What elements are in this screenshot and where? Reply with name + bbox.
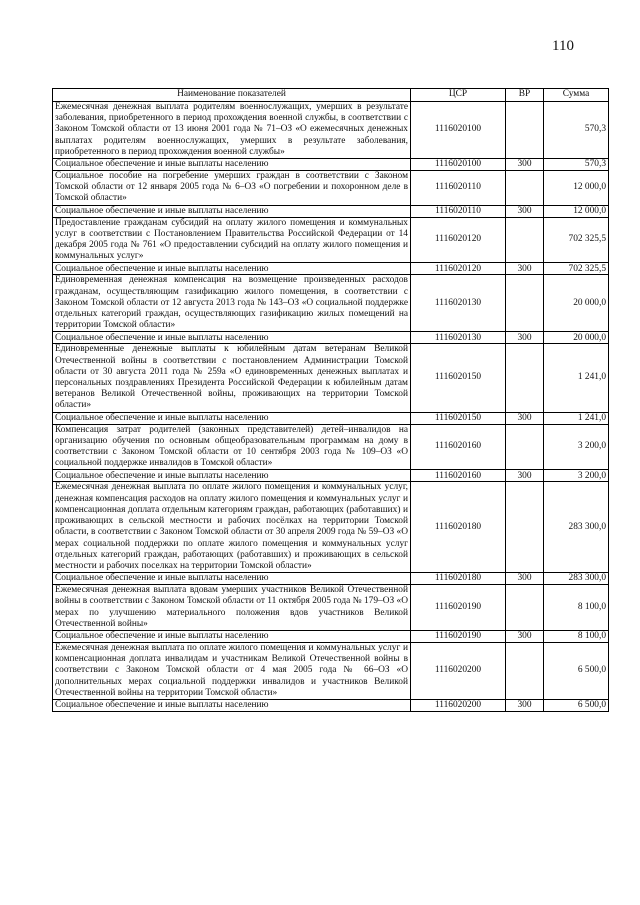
cell-sum: 8 100,0 [544,630,609,642]
cell-sum: 12 000,0 [544,205,609,217]
cell-csr: 1116020180 [411,573,506,585]
cell-name: Социальное обеспечение и иные выплаты населению [53,332,411,344]
table-row-subtotal [53,412,609,424]
cell-csr: 1116020130 [411,332,506,344]
cell-csr: 1116020190 [411,630,506,642]
cell-sum: 702 325,5 [544,217,609,263]
cell-sum: 570,3 [544,159,609,171]
cell-sum: 6 500,0 [544,699,609,711]
cell-vr [506,424,544,470]
page-number: 110 [552,38,574,54]
table-row [53,482,609,573]
cell-vr: 300 [506,159,544,171]
cell-csr: 1116020120 [411,217,506,263]
cell-csr: 1116020150 [411,412,506,424]
table-row [53,217,609,263]
cell-sum: 3 200,0 [544,470,609,482]
cell-vr: 300 [506,630,544,642]
cell-name: Социальное обеспечение и иные выплаты населению [53,205,411,217]
cell-vr [506,585,544,631]
cell-csr: 1116020110 [411,205,506,217]
cell-name: Единовременная денежная компенсация на возмещение произведенных расходов гражданам, осуществляющим газификацию жилого помещения, в соответствии с Законом Томской области от 12 августа 2013 года № 143–ОЗ «О социальной поддержке отдельных категорий граждан, осуществляющих газификацию жилых помещений на территории Томской области» [53,275,411,332]
cell-name: Социальное обеспечение и иные выплаты населению [53,263,411,275]
table-row-subtotal [53,630,609,642]
cell-sum: 702 325,5 [544,263,609,275]
cell-csr: 1116020100 [411,102,506,159]
table-row-subtotal [53,699,609,711]
cell-csr: 1116020150 [411,344,506,412]
table-row [53,585,609,631]
table-row-subtotal [53,470,609,482]
cell-csr: 1116020130 [411,275,506,332]
budget-table [52,88,609,712]
header-vr: ВР [506,89,544,102]
cell-vr [506,275,544,332]
table-row [53,424,609,470]
cell-sum: 20 000,0 [544,275,609,332]
cell-name: Социальное обеспечение и иные выплаты населению [53,699,411,711]
cell-name: Социальное обеспечение и иные выплаты населению [53,573,411,585]
table-header-row [53,89,609,102]
cell-vr: 300 [506,412,544,424]
table-row [53,171,609,206]
table-row-subtotal [53,263,609,275]
table-row [53,642,609,699]
cell-sum: 12 000,0 [544,171,609,206]
cell-vr [506,642,544,699]
cell-csr: 1116020180 [411,482,506,573]
cell-sum: 6 500,0 [544,642,609,699]
cell-name: Единовременные денежные выплаты к юбилейным датам ветеранам Великой Отечественной войны в соответствии с постановлением Администрации Томской области от 30 августа 2011 года № 259а «О единовременных денежных выплатах и персональных поздравлениях Президента Российской Федерации к юбилейным датам ветеранов Великой Отечественной войны, проживающих на территории Томской области» [53,344,411,412]
cell-sum: 20 000,0 [544,332,609,344]
cell-name: Социальное пособие на погребение умерших граждан в соответствии с Законом Томской области от 12 января 2005 года № 6–ОЗ «О погребении и похоронном деле в Томской области» [53,171,411,206]
cell-name: Социальное обеспечение и иные выплаты населению [53,412,411,424]
cell-vr: 300 [506,470,544,482]
table-row-subtotal [53,159,609,171]
cell-vr: 300 [506,573,544,585]
table-row [53,344,609,412]
cell-vr [506,217,544,263]
cell-csr: 1116020190 [411,585,506,631]
cell-csr: 1116020120 [411,263,506,275]
cell-vr [506,482,544,573]
cell-vr: 300 [506,205,544,217]
cell-name: Компенсация затрат родителей (законных представителей) детей–инвалидов на организацию обучения по основным общеобразовательным программам на дому в соответствии с Законом Томской области от 10 сентября 2003 года № 109–ОЗ «О социальной поддержке инвалидов в Томской области» [53,424,411,470]
header-csr: ЦСР [411,89,506,102]
table-row [53,102,609,159]
table-row-subtotal [53,332,609,344]
table-row [53,275,609,332]
cell-vr [506,102,544,159]
cell-name: Ежемесячная денежная выплата вдовам умерших участников Великой Отечественной войны в соответствии с Законом Томской области от 11 октября 2005 года № 179–ОЗ «О мерах по улучшению материального положения вдов участников Великой Отечественной войны» [53,585,411,631]
cell-csr: 1116020110 [411,171,506,206]
cell-vr: 300 [506,699,544,711]
cell-vr: 300 [506,332,544,344]
cell-name: Ежемесячная денежная выплата по оплате жилого помещения и коммунальных услуг и компенсационная доплата инвалидам и участникам Великой Отечественной войны в соответствии с Законом Томской области от 4 мая 2005 года № 66–ОЗ «О дополнительных мерах социальной поддержки инвалидов и участников Великой Отечественной войны на территории Томской области» [53,642,411,699]
cell-name: Ежемесячная денежная выплата родителям военнослужащих, умерших в результате заболевания, приобретенного в период прохождения военной службы, в соответствии с Законом Томской области от 13 июня 2001 года № 71–ОЗ «О ежемесячных денежных выплатах родителям военнослужащих, умерших в результате заболевания, приобретенного в период прохождения военной службы» [53,102,411,159]
cell-name: Ежемесячная денежная выплата по оплате жилого помещения и коммунальных услуг, денежная компенсация расходов на оплату жилого помещения и коммунальных услуг и компенсационная доплата отдельным категориям граждан, работающих (работавших) и проживающих в сельской местности и рабочих посёлках на территории Томской области, в соответствии с Законом Томской области от 30 апреля 2009 года № 59–ОЗ «О мерах социальной поддержки по оплате жилого помещения и коммунальных услуг отдельных категорий граждан, работающих (работавших) и проживающих в сельской местности и рабочих поселках на территории Томской области» [53,482,411,573]
cell-name: Социальное обеспечение и иные выплаты населению [53,630,411,642]
cell-name: Социальное обеспечение и иные выплаты населению [53,470,411,482]
cell-sum: 283 300,0 [544,482,609,573]
table-row-subtotal [53,573,609,585]
cell-name: Социальное обеспечение и иные выплаты населению [53,159,411,171]
header-sum: Сумма [544,89,609,102]
cell-vr [506,344,544,412]
cell-name: Предоставление гражданам субсидий на оплату жилого помещения и коммунальных услуг в соответствии с Постановлением Правительства Российской Федерации от 14 декабря 2005 года № 761 «О предоставлении субсидий на оплату жилого помещения и коммунальных услуг» [53,217,411,263]
cell-csr: 1116020100 [411,159,506,171]
table-row-subtotal [53,205,609,217]
cell-sum: 570,3 [544,102,609,159]
cell-csr: 1116020200 [411,699,506,711]
cell-sum: 8 100,0 [544,585,609,631]
cell-sum: 1 241,0 [544,412,609,424]
cell-csr: 1116020160 [411,470,506,482]
cell-csr: 1116020160 [411,424,506,470]
cell-vr [506,171,544,206]
cell-sum: 3 200,0 [544,424,609,470]
cell-sum: 283 300,0 [544,573,609,585]
cell-sum: 1 241,0 [544,344,609,412]
cell-vr: 300 [506,263,544,275]
header-name: Наименование показателей [53,89,411,102]
cell-csr: 1116020200 [411,642,506,699]
